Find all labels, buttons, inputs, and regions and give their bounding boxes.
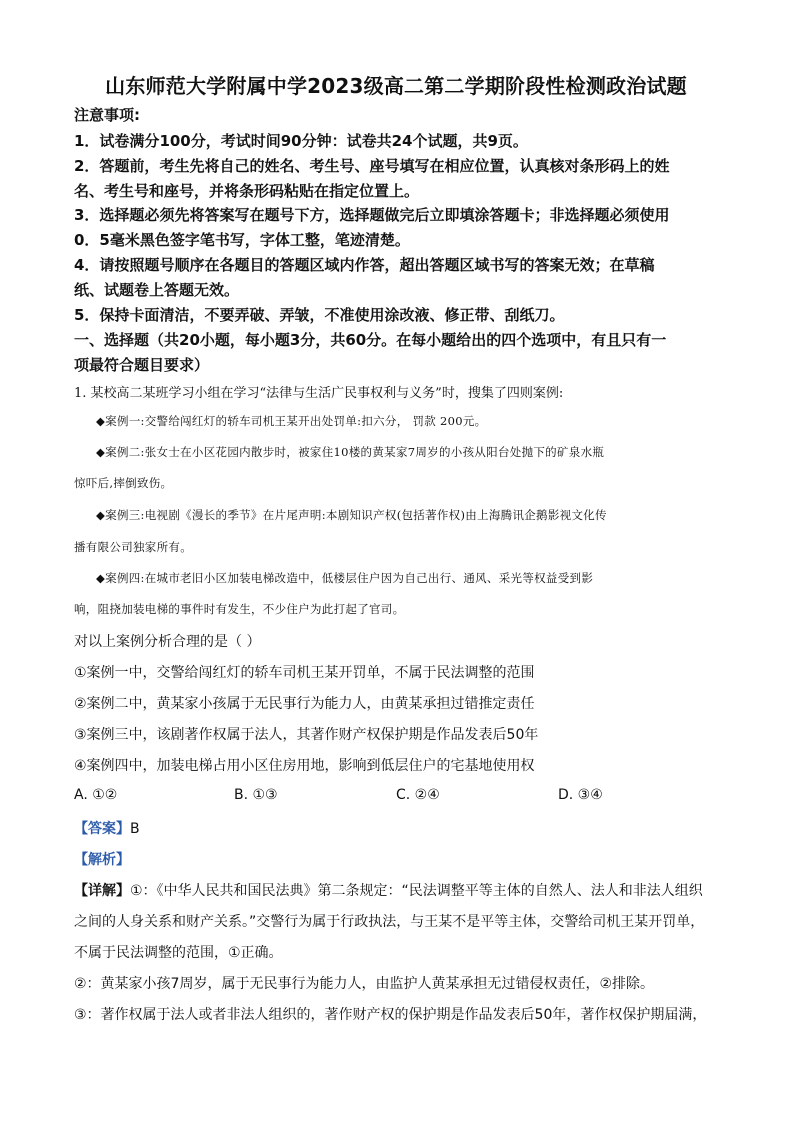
case-2-cont: 惊吓后,摔倒致伤。 <box>74 476 173 490</box>
case-4-cont: 响，阻挠加装电梯的事件时有发生，不少住户为此打起了官司。 <box>74 602 405 616</box>
detail-line: 之间的人身关系和财产关系。”交警行为属于行政执法，与王某不是平等主体，交警给司机王某开罚单， <box>74 914 705 930</box>
notice-line: 4．请按照题号顺序在各题目的答题区域内作答，超出答题区域书写的答案无效；在草稿 <box>74 256 655 274</box>
case-3-cont: 播有限公司独家所有。 <box>74 540 192 554</box>
notice-heading: 注意事项: <box>74 106 140 124</box>
case-1: ◆案例一:交警给闯红灯的轿车司机王某开出处罚单:扣六分， 罚款 200元。 <box>96 414 487 428</box>
detail-label: 【详解】 <box>74 883 130 899</box>
page-title: 山东师范大学附属中学2023级高二第二学期阶段性检测政治试题 <box>105 74 687 98</box>
notice-line: 0．5毫米黑色签字笔书写，字体工整，笔迹清楚。 <box>74 231 410 249</box>
question-stem: 1. 某校高二某班学习小组在学习“法律与生活广民事权利与义务”时，搜集了四则案例: <box>74 386 564 401</box>
statement-3: ③案例三中，该剧著作权属于法人，其著作财产权保护期是作品发表后50年 <box>74 727 539 743</box>
analysis-line <box>74 849 724 869</box>
case-3: ◆案例三:电视剧《漫长的季节》在片尾声明:本剧知识产权(包括著作权)由上海腾讯企鹅影视文化传 <box>96 508 607 522</box>
option-b: B. ①③ <box>234 787 278 803</box>
detail-line: 不属于民法调整的范围，①正确。 <box>74 945 283 961</box>
notice-line: 3．选择题必须先将答案写在题号下方，选择题做完后立即填涂答题卡；非选择题必须使用 <box>74 206 670 224</box>
notice-line: 名、考生号和座号，并将条形码粘贴在指定位置上。 <box>74 182 420 200</box>
case-2: ◆案例二:张女士在小区花园内散步时，被家住10楼的黄某家7周岁的小孩从阳台处抛下的矿泉水瓶 <box>96 445 605 459</box>
notice-line: 1．试卷满分100分，考试时间90分钟：试卷共24个试题，共9页。 <box>74 132 528 150</box>
detail-line-1 <box>74 880 724 900</box>
detail-line: ②：黄某家小孩7周岁，属于无民事行为能力人，由监护人黄某承担无过错侵权责任，②排除。 <box>74 976 655 992</box>
analysis-label: 【解析】 <box>74 852 130 868</box>
notice-line: 5．保持卡面清洁，不要弄破、弄皱，不准使用涂改液、修正带、刮纸刀。 <box>74 306 565 324</box>
detail-line: ③：著作权属于法人或者非法人组织的，著作财产权的保护期是作品发表后50年，著作权保护期届满， <box>74 1007 707 1023</box>
statement-4: ④案例四中，加装电梯占用小区住房用地，影响到低层住户的宅基地使用权 <box>74 758 535 774</box>
section-heading-cont: 项最符合题目要求） <box>74 356 210 374</box>
option-d: D. ③④ <box>558 787 603 803</box>
statement-2: ②案例二中，黄某家小孩属于无民事行为能力人，由黄某承担过错推定责任 <box>74 696 535 712</box>
option-a: A. ①② <box>74 787 118 803</box>
section-heading: 一、选择题（共20小题，每小题3分，共60分。在每小题给出的四个选项中，有且只有一 <box>74 331 667 349</box>
answer-value: B <box>130 821 140 837</box>
statement-1: ①案例一中，交警给闯红灯的轿车司机王某开罚单，不属于民法调整的范围 <box>74 665 535 681</box>
answer-line <box>74 818 724 838</box>
notice-line: 纸、试题卷上答题无效。 <box>74 281 240 299</box>
question-prompt: 对以上案例分析合理的是（ ） <box>74 634 261 650</box>
answer-label: 【答案】 <box>74 821 130 837</box>
detail-text: ①：《中华人民共和国民法典》第二条规定：“民法调整平等主体的自然人、法人和非法人组织 <box>130 883 703 899</box>
option-c: C. ②④ <box>396 787 440 803</box>
case-4: ◆案例四:在城市老旧小区加装电梯改造中，低楼层住户因为自己出行、通风、采光等权益受到影 <box>96 571 594 585</box>
notice-line: 2．答题前，考生先将自己的姓名、考生号、座号填写在相应位置，认真核对条形码上的姓 <box>74 157 670 175</box>
